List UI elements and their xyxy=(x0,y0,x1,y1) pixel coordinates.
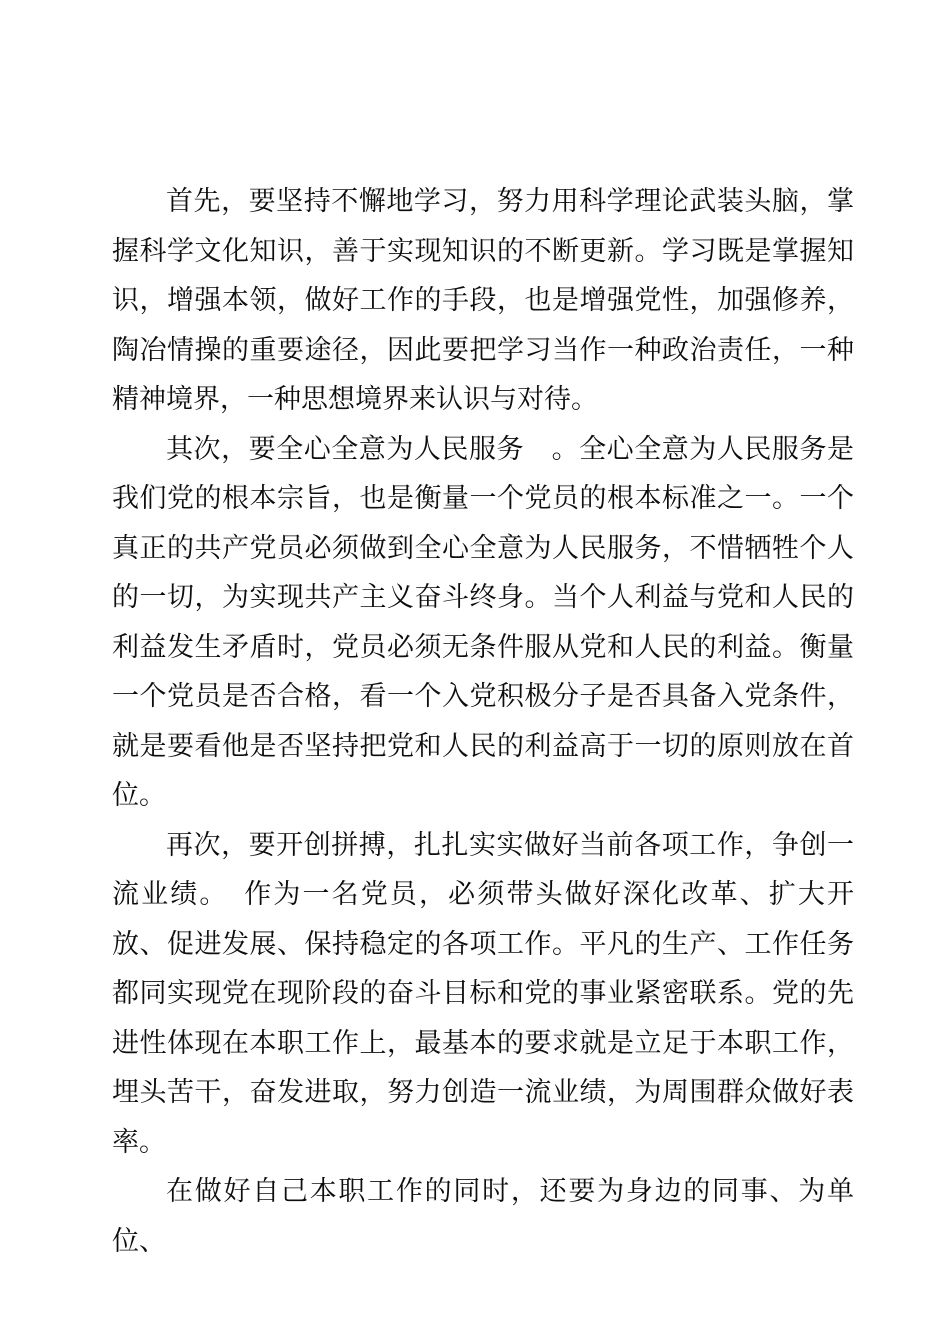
paragraph-zaizuohao-colleagues: 在做好自己本职工作的同时，还要为身边的同事、为单位、 xyxy=(112,1176,854,1256)
paragraph-qici-serve-people: 其次，要全心全意为人民服务 。全心全意为人民服务是我们党的根本宗旨，也是衡量一个党员的根本标准之一。一个真正的共产党员必须做到全心全意为人民服务，不惜牺牲个人的一切，为实现共产主义奋斗终身。当个人利益与党和人民的利益发生矛盾时，党员必须无条件服从党和人民的利益。衡量一个党员是否合格，看一个入党积极分子是否具备入党条件，就是要看他是否坚持把党和人民的利益高于一切的原则放在首位。 xyxy=(112,433,854,810)
paragraph-shouxian-study: 首先，要坚持不懈地学习，努力用科学理论武装头脑，掌握科学文化知识，善于实现知识的不断更新。学习既是掌握知识，增强本领，做好工作的手段，也是增强党性，加强修养，陶冶情操的重要途径，因此要把学习当作一种政治责任，一种精神境界，一种思想境界来认识与对待。 xyxy=(112,186,854,414)
paragraph-zaici-work-achievement: 再次，要开创拼搏，扎扎实实做好当前各项工作，争创一流业绩。 作为一名党员，必须带头做好深化改革、扩大开放、促进发展、保持稳定的各项工作。平凡的生产、工作任务都同实现党在现阶段的奋斗目标和党的事业紧密联系。党的先进性体现在本职工作上，最基本的要求就是立足于本职工作，埋头苦干，奋发进取，努力创造一流业绩，为周围群众做好表率。 xyxy=(112,829,854,1157)
document-text-block xyxy=(112,177,854,1266)
